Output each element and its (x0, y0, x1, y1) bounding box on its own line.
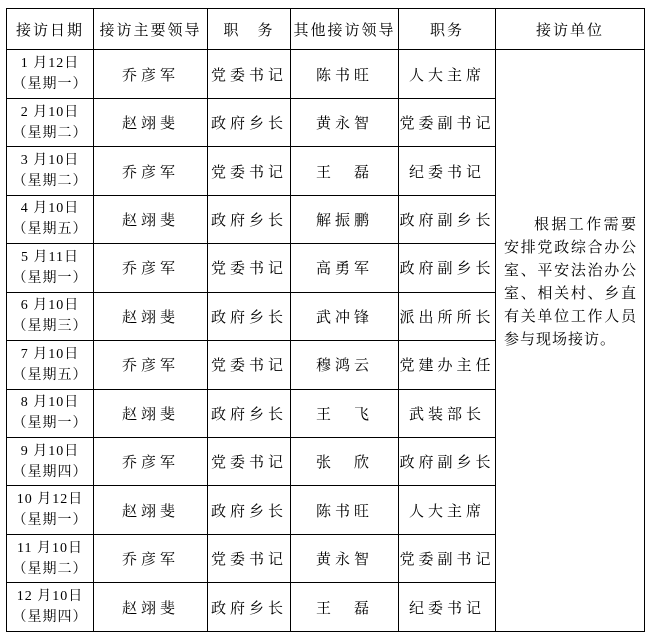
main-leader-cell: 赵翊斐 (94, 389, 208, 437)
other-title-cell: 政府副乡长 (399, 244, 496, 292)
header-other-leader: 其他接访领导 (291, 9, 399, 50)
other-leader-cell: 武冲锋 (291, 292, 399, 340)
date-cell (7, 486, 94, 534)
main-title-cell: 政府乡长 (208, 98, 291, 146)
other-leader-cell: 王 磊 (291, 147, 399, 195)
header-main-title: 职 务 (208, 9, 291, 50)
other-leader-cell: 穆鸿云 (291, 341, 399, 389)
date-line1: 1 月12日 (20, 56, 80, 72)
other-title-cell: 纪委书记 (399, 147, 496, 195)
other-title-cell: 党委副书记 (399, 98, 496, 146)
date-line1: 5 月11日 (21, 249, 79, 265)
date-line1: 4 月10日 (20, 201, 80, 217)
date-cell (7, 98, 94, 146)
date-line1: 3 月10日 (20, 153, 80, 169)
main-title-cell: 党委书记 (208, 147, 291, 195)
main-leader-cell: 乔彦军 (94, 50, 208, 98)
other-title-cell: 人大主席 (399, 50, 496, 98)
other-title-cell: 武装部长 (399, 389, 496, 437)
date-cell (7, 195, 94, 243)
date-line2: （星期一） (12, 270, 88, 286)
date-cell (7, 389, 94, 437)
date-cell (7, 438, 94, 486)
header-other-title: 职务 (399, 9, 496, 50)
main-leader-cell: 赵翊斐 (94, 195, 208, 243)
date-line2: （星期四） (12, 610, 88, 626)
header-main-leader: 接访主要领导 (94, 9, 208, 50)
date-cell (7, 341, 94, 389)
other-leader-cell: 王 飞 (291, 389, 399, 437)
other-title-cell: 派出所所长 (399, 292, 496, 340)
date-line1: 9 月10日 (20, 443, 80, 459)
date-cell (7, 292, 94, 340)
date-line1: 12 月10日 (16, 589, 84, 605)
date-line2: （星期二） (12, 174, 88, 190)
other-title-cell: 人大主席 (399, 486, 496, 534)
other-title-cell: 纪委书记 (399, 583, 496, 632)
main-leader-cell: 乔彦军 (94, 244, 208, 292)
main-title-cell: 党委书记 (208, 438, 291, 486)
date-line1: 11 月10日 (17, 540, 83, 556)
table-header-row (7, 9, 645, 50)
other-leader-cell: 陈书旺 (291, 486, 399, 534)
header-reception-unit: 接访单位 (496, 9, 645, 50)
date-cell (7, 50, 94, 98)
other-leader-cell: 张 欣 (291, 438, 399, 486)
date-cell (7, 147, 94, 195)
header-reception-date: 接访日期 (7, 9, 94, 50)
main-leader-cell: 赵翊斐 (94, 583, 208, 632)
date-line1: 2 月10日 (20, 104, 80, 120)
main-title-cell: 党委书记 (208, 341, 291, 389)
main-leader-cell: 乔彦军 (94, 341, 208, 389)
main-title-cell: 政府乡长 (208, 583, 291, 632)
date-line2: （星期五） (12, 367, 88, 383)
date-cell (7, 244, 94, 292)
date-line2: （星期二） (12, 125, 88, 141)
other-leader-cell: 陈书旺 (291, 50, 399, 98)
date-line2: （星期一） (12, 416, 88, 432)
other-leader-cell: 黄永智 (291, 534, 399, 582)
main-leader-cell: 乔彦军 (94, 534, 208, 582)
other-leader-cell: 高勇军 (291, 244, 399, 292)
date-line2: （星期二） (12, 561, 88, 577)
date-line2: （星期三） (12, 319, 88, 335)
date-line2: （星期一） (12, 77, 88, 93)
table-row (7, 50, 645, 98)
main-title-cell: 政府乡长 (208, 389, 291, 437)
main-leader-cell: 乔彦军 (94, 438, 208, 486)
other-leader-cell: 王 磊 (291, 583, 399, 632)
other-title-cell: 政府副乡长 (399, 195, 496, 243)
other-title-cell: 政府副乡长 (399, 438, 496, 486)
date-cell (7, 534, 94, 582)
reception-unit-note: 根据工作需要安排党政综合办公室、平安法治办公室、相关村、乡直有关单位工作人员参与现场接访。 (504, 217, 637, 349)
date-line1: 10 月12日 (16, 492, 84, 508)
other-leader-cell: 解振鹏 (291, 195, 399, 243)
main-title-cell: 政府乡长 (208, 195, 291, 243)
date-line2: （星期一） (12, 513, 88, 529)
main-title-cell: 党委书记 (208, 244, 291, 292)
date-cell (7, 583, 94, 632)
other-title-cell: 党建办主任 (399, 341, 496, 389)
main-leader-cell: 赵翊斐 (94, 486, 208, 534)
date-line1: 6 月10日 (20, 298, 80, 314)
other-leader-cell: 黄永智 (291, 98, 399, 146)
date-line2: （星期四） (12, 464, 88, 480)
main-title-cell: 党委书记 (208, 534, 291, 582)
date-line1: 8 月10日 (20, 395, 80, 411)
date-line1: 7 月10日 (20, 346, 80, 362)
reception-unit-cell (496, 50, 645, 632)
main-title-cell: 政府乡长 (208, 486, 291, 534)
main-leader-cell: 乔彦军 (94, 147, 208, 195)
other-title-cell: 党委副书记 (399, 534, 496, 582)
main-leader-cell: 赵翊斐 (94, 292, 208, 340)
reception-schedule-table (6, 8, 645, 632)
main-leader-cell: 赵翊斐 (94, 98, 208, 146)
main-title-cell: 党委书记 (208, 50, 291, 98)
date-line2: （星期五） (12, 222, 88, 238)
main-title-cell: 政府乡长 (208, 292, 291, 340)
